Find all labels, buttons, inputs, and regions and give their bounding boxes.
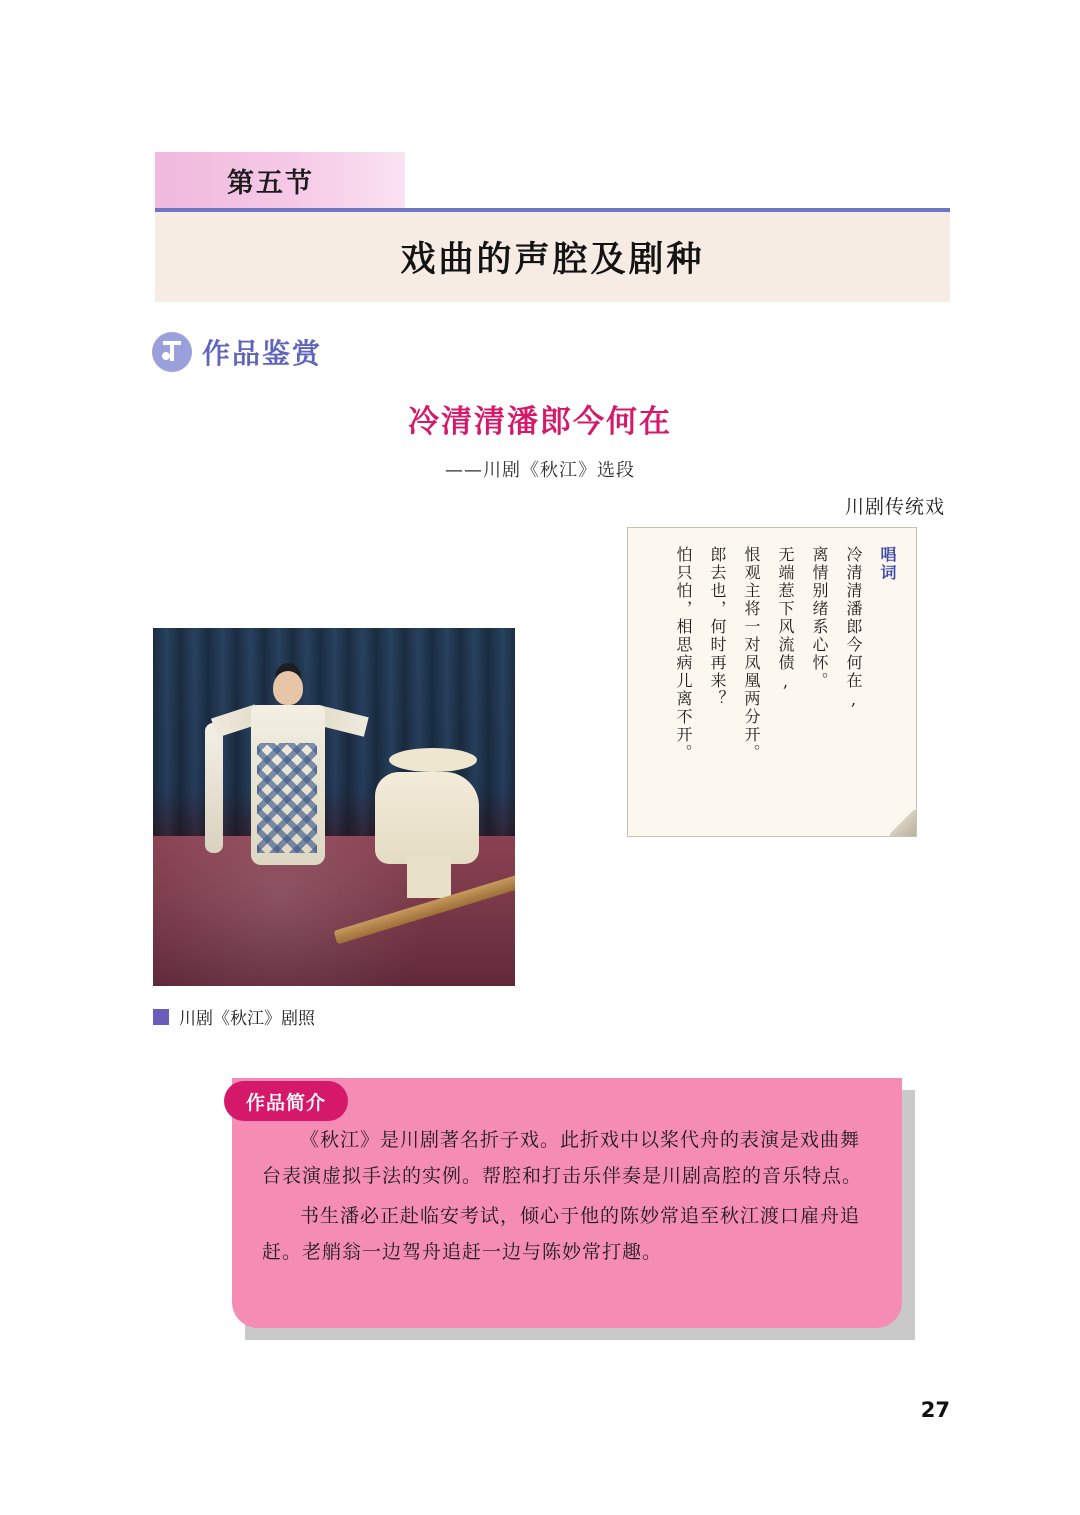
photo-ribbon [205,723,223,853]
photo-actor-chen [221,663,361,913]
note-circle-icon [152,332,192,372]
photo-straw-hat [389,748,477,772]
lyrics-columns [642,546,902,822]
lyrics-line: 无端惹下风流债, [776,546,795,693]
page-title: 戏曲的声腔及剧种 [400,240,705,280]
piece-title: 冷清清潘郎今何在 [408,404,672,440]
intro-paragraph: 书生潘必正赴临安考试，倾心于他的陈妙常追至秋江渡口雇舟追赶。老艄翁一边驾舟追赶一边与陈妙常打趣。 [262,1205,861,1263]
photo-boatman-leg [407,856,451,898]
stage-photo [153,628,515,986]
lyrics-line: 离情别绪系心怀。 [810,546,829,690]
section-tag-label: 第五节 [227,167,314,199]
intro-tag [224,1081,348,1121]
piece-subtitle: ——川剧《秋江》选段 [445,460,635,481]
photo-actor-boatman [353,748,503,908]
photo-caption-label: 川剧《秋江》剧照 [179,1009,315,1029]
intro-tag-label: 作品简介 [245,1091,326,1114]
photo-caption [153,1004,315,1029]
photo-headdress [273,671,303,705]
intro-text [262,1122,874,1274]
caption-square-icon [153,1009,169,1025]
photo-robe-pattern [257,743,317,853]
section-tag [155,152,405,208]
lyrics-line: 郎去也，何时再来？ [708,546,727,708]
lyrics-line: 恨观主将一对凤凰两分开。 [742,546,761,762]
photo-boatman-body [375,772,479,864]
intro-paragraph: 《秋江》是川剧著名折子戏。此折戏中以桨代舟的表演是戏曲舞台表演虚拟手法的实例。帮腔和打击乐伴奏是川剧高腔的音乐特点。 [262,1129,863,1187]
appreciation-heading [152,332,322,372]
lyrics-line: 冷清清潘郎今何在, [844,546,863,711]
piece-kind: 川剧传统戏 [844,496,945,518]
note-dot-icon [162,352,170,360]
appreciation-label: 作品鉴赏 [202,337,323,370]
lyrics-card [627,527,917,837]
lyrics-line: 怕只怕，相思病儿离不开。 [674,546,693,762]
page-number: 27 [920,1398,950,1422]
lyrics-heading: 唱词 [878,546,897,582]
page-title-band [155,212,950,302]
